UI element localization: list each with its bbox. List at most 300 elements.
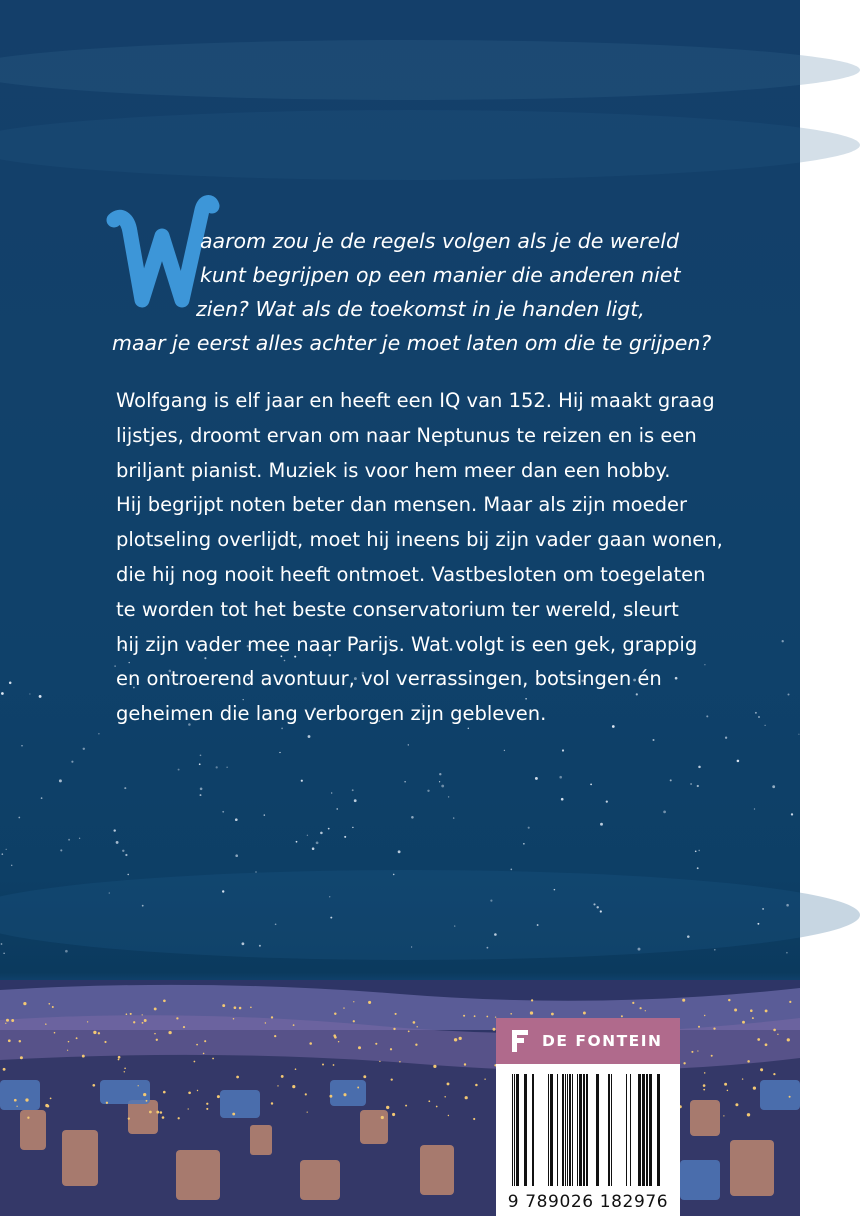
city-light (395, 1013, 397, 1015)
city-light (752, 1017, 754, 1019)
isbn-barcode (496, 1064, 680, 1216)
city-light (322, 1064, 324, 1066)
star (68, 839, 70, 841)
star (59, 779, 62, 782)
star (200, 788, 203, 791)
city-light (510, 1013, 512, 1015)
city-light (703, 1089, 705, 1091)
city-light (154, 1033, 156, 1035)
synopsis-line: hij zijn vader mee naar Parijs. Wat volgt is een gek, grappig (116, 632, 698, 656)
city-light (691, 1051, 693, 1053)
city-light (8, 1039, 11, 1042)
city-light (45, 1023, 47, 1025)
star (559, 776, 562, 779)
city-light (265, 1022, 266, 1023)
city-light (357, 1087, 359, 1089)
city-light (632, 1002, 634, 1004)
city-light (338, 1041, 339, 1042)
star (786, 904, 789, 907)
city-light (390, 1048, 392, 1050)
star (687, 935, 690, 938)
city-light (93, 1031, 96, 1034)
city-light (704, 1015, 705, 1016)
city-light (27, 1117, 29, 1119)
star (798, 734, 799, 735)
city-light (142, 1014, 143, 1015)
city-light (583, 1012, 586, 1015)
city-light (703, 1084, 706, 1087)
city-light (14, 1099, 17, 1102)
city-light (475, 1084, 478, 1087)
star (670, 779, 672, 781)
publisher-badge (496, 1018, 680, 1064)
city-light (274, 1035, 276, 1037)
city-light (144, 1019, 147, 1022)
star (344, 836, 346, 838)
city-light (444, 1096, 446, 1098)
barcode-bar (569, 1074, 571, 1186)
city-light (16, 1106, 17, 1107)
city-light (293, 1024, 295, 1026)
city-light (391, 1078, 393, 1080)
star (762, 908, 764, 910)
city-light (206, 1103, 208, 1105)
city-light (765, 1009, 768, 1012)
star (535, 777, 538, 780)
city-light (234, 1006, 237, 1009)
city-light (416, 1026, 417, 1027)
city-light (48, 1003, 50, 1005)
city-light (163, 1091, 166, 1094)
city-light (154, 1007, 157, 1010)
star (487, 947, 489, 949)
barcode-bar (562, 1074, 564, 1186)
barcode-bar (512, 1074, 513, 1186)
barcode-bar (608, 1074, 610, 1186)
star (312, 847, 315, 850)
city-light (118, 1059, 120, 1061)
synopsis (116, 384, 723, 732)
star (453, 817, 454, 818)
city-light (106, 1102, 108, 1104)
city-light (448, 1115, 449, 1116)
city-light (408, 1031, 410, 1033)
star (296, 841, 298, 843)
city-light (757, 1038, 760, 1041)
star (109, 892, 111, 894)
city-light (194, 1061, 196, 1063)
star (9, 682, 12, 685)
city-light (67, 1050, 68, 1051)
city-light (87, 1021, 88, 1022)
star (411, 816, 414, 819)
star (328, 828, 330, 830)
city-light (156, 1039, 158, 1041)
star (39, 695, 42, 698)
city-light (309, 1042, 312, 1045)
city-light (138, 1085, 139, 1086)
city-light (295, 1068, 297, 1070)
star (411, 946, 412, 947)
city-light (11, 1019, 14, 1022)
barcode-bar (646, 1074, 648, 1186)
city-light (6, 1019, 9, 1022)
star (336, 808, 337, 809)
city-light (789, 1001, 791, 1003)
star (697, 785, 699, 787)
city-light (621, 1015, 623, 1017)
city-light (413, 1021, 416, 1024)
city-light (183, 1026, 185, 1028)
star (695, 850, 697, 852)
city-light (727, 1090, 729, 1092)
city-light (436, 1106, 438, 1108)
star (427, 790, 429, 792)
city-light (728, 999, 730, 1001)
city-light (463, 1015, 465, 1017)
star (122, 850, 124, 852)
star (439, 781, 440, 782)
star (142, 905, 144, 907)
star (83, 748, 85, 750)
star (1, 692, 4, 695)
city-light (292, 1085, 295, 1088)
city-light (381, 1116, 384, 1119)
star (98, 733, 99, 734)
star (307, 835, 308, 836)
city-light (735, 1103, 738, 1106)
city-light (353, 1001, 354, 1002)
star (782, 640, 784, 642)
city-light (531, 999, 533, 1001)
city-light (682, 999, 685, 1002)
city-light (724, 1083, 727, 1086)
star (593, 903, 595, 905)
city-light (3, 1068, 6, 1071)
star (124, 787, 126, 789)
star (11, 865, 12, 866)
star (596, 906, 598, 908)
city-light (197, 1090, 198, 1091)
star (6, 849, 7, 850)
city-light (239, 1007, 242, 1010)
star (275, 923, 277, 925)
city-light (405, 1105, 407, 1107)
city-light (704, 1072, 706, 1074)
city-light (188, 1108, 189, 1109)
star (448, 796, 449, 797)
city-light (742, 1021, 745, 1024)
fontein-f-logo-icon (510, 1028, 530, 1054)
star (79, 838, 80, 839)
star (301, 780, 303, 782)
star (788, 694, 790, 696)
star (320, 832, 323, 835)
star (439, 773, 441, 775)
dropcap-text: W (6, 92, 7, 93)
city-light (52, 1006, 54, 1008)
city-light (25, 1098, 28, 1101)
star (21, 745, 22, 746)
city-light (178, 1117, 180, 1119)
city-light (723, 1115, 724, 1116)
star (354, 799, 357, 802)
city-skyline-illustration (0, 960, 800, 1216)
city-light (124, 1071, 125, 1072)
tagline-line: kunt begrijpen op een manier die anderen niet (200, 263, 681, 287)
star (1, 943, 3, 945)
barcode-bar (516, 1074, 519, 1186)
star (504, 750, 505, 751)
barcode-bar (577, 1074, 578, 1186)
barcode-bar (642, 1074, 645, 1186)
city-light (428, 1100, 430, 1102)
star (393, 874, 395, 876)
city-light (329, 1095, 332, 1098)
city-light (474, 1015, 476, 1017)
city-light (98, 1032, 100, 1034)
city-light (787, 1038, 790, 1041)
star (222, 890, 224, 892)
city-light (50, 1098, 52, 1100)
star (264, 814, 265, 815)
city-light (222, 1004, 225, 1007)
city-light (742, 1078, 743, 1079)
city-light (645, 1010, 646, 1011)
city-light (379, 1061, 380, 1062)
city-light (142, 1022, 144, 1024)
city-light (196, 1044, 198, 1046)
city-light (698, 1026, 700, 1028)
star (600, 910, 602, 912)
star (562, 749, 564, 751)
city-light (176, 1017, 178, 1019)
star (398, 850, 401, 853)
star (235, 818, 238, 821)
star (490, 900, 492, 902)
star (227, 767, 228, 768)
synopsis-line: en ontroerend avontuur, vol verrassingen, botsingen én (116, 667, 662, 691)
city-light (530, 1011, 533, 1014)
city-light (454, 1038, 457, 1041)
city-light (277, 1085, 278, 1086)
city-light (143, 1093, 146, 1096)
city-light (45, 1104, 48, 1107)
star (242, 942, 245, 945)
city-light (734, 1009, 737, 1012)
city-light (415, 1044, 417, 1046)
publisher-name: DE FONTEIN (542, 1032, 663, 1050)
star (638, 948, 641, 951)
star (259, 945, 261, 947)
barcode-bar (532, 1074, 534, 1186)
barcode-bar (572, 1074, 573, 1186)
city-light (76, 1037, 78, 1039)
star (199, 763, 201, 765)
star (772, 785, 775, 788)
star (606, 800, 608, 802)
barcode-bar (565, 1074, 566, 1186)
city-light (333, 1064, 335, 1066)
city-light (156, 1111, 159, 1114)
barcode-bar (548, 1074, 549, 1186)
city-light (392, 1113, 395, 1116)
star (18, 817, 20, 819)
city-light (104, 1041, 106, 1043)
star (786, 952, 788, 954)
city-light (126, 1013, 128, 1015)
city-light (160, 1111, 163, 1114)
star (494, 933, 497, 936)
star (454, 925, 455, 926)
barcode-bar (514, 1074, 515, 1186)
barcode-bars (510, 1074, 666, 1186)
barcode-bar (649, 1074, 652, 1186)
city-light (92, 1084, 95, 1087)
star (125, 854, 127, 856)
city-light (82, 1055, 85, 1058)
city-light (789, 1096, 791, 1098)
synopsis-line: plotseling overlijdt, moet hij ineens bij zijn vader gaan wonen, (116, 528, 723, 552)
isbn-number: 9 789026 182976 (507, 1192, 669, 1212)
city-light (465, 1096, 468, 1099)
city-light (747, 1060, 750, 1063)
city-light (281, 1075, 284, 1078)
city-light (551, 1013, 554, 1016)
star (352, 827, 353, 828)
city-light (271, 1102, 273, 1104)
city-light (447, 1082, 450, 1085)
city-light (473, 1118, 475, 1120)
city-light (334, 1013, 336, 1015)
star (127, 874, 128, 875)
star (329, 896, 330, 897)
city-light (375, 1043, 377, 1045)
city-light (236, 1076, 239, 1079)
city-light (459, 1037, 462, 1040)
star (29, 693, 30, 694)
star (60, 849, 62, 851)
city-light (683, 1062, 685, 1064)
star (725, 737, 727, 739)
star (590, 784, 592, 786)
star (235, 854, 238, 857)
city-light (368, 1001, 371, 1004)
star (754, 808, 755, 809)
barcode-bar (657, 1074, 660, 1186)
city-light (124, 1068, 126, 1070)
barcode-bar (638, 1074, 641, 1186)
star (698, 850, 700, 852)
city-light (68, 1041, 70, 1043)
synopsis-line: Hij begrijpt noten beter dan mensen. Maar als zijn moeder (116, 493, 688, 517)
barcode-bar (557, 1074, 558, 1186)
city-light (433, 1065, 436, 1068)
city-light (19, 1040, 21, 1042)
synopsis-line: briljant pianist. Muziek is voor hem meer dan een hobby. (116, 458, 671, 482)
star (528, 827, 530, 829)
tagline-line: maar je eerst alles achter je moet laten om die te grijpen? (112, 331, 712, 355)
city-light (217, 1095, 220, 1098)
city-light (358, 1046, 361, 1049)
city-light (204, 1040, 206, 1042)
city-light (188, 1091, 191, 1094)
city-light (386, 1106, 389, 1109)
star (330, 917, 332, 919)
city-light (750, 1009, 753, 1012)
star (352, 789, 354, 791)
star (116, 841, 119, 844)
city-light (305, 1093, 307, 1095)
city-light (713, 1027, 715, 1029)
synopsis-line: Wolfgang is elf jaar en heeft een IQ van 152. Hij maakt graag (116, 389, 715, 412)
city-light (753, 1086, 756, 1089)
star (510, 869, 512, 871)
star (222, 811, 224, 813)
city-light (54, 1032, 56, 1034)
star (663, 811, 666, 814)
city-light (343, 1093, 346, 1096)
city-light (118, 1056, 121, 1059)
city-light (697, 1050, 698, 1051)
synopsis-line: lijstjes, droomt ervan om naar Neptunus te reizen en is een (116, 423, 697, 447)
star (690, 783, 692, 785)
star (554, 889, 556, 891)
star (65, 950, 68, 953)
star (791, 813, 793, 815)
star (697, 867, 699, 869)
tagline-line: aarom zou je de regels volgen als je de wereld (200, 229, 679, 253)
star (561, 798, 564, 801)
city-light (203, 1053, 205, 1055)
star (279, 752, 280, 753)
star (178, 769, 180, 771)
star (200, 754, 202, 756)
star (331, 792, 332, 793)
city-light (639, 1007, 641, 1009)
barcode-bar (579, 1074, 582, 1186)
star (758, 716, 760, 718)
synopsis-line: geheimen die lang verborgen zijn gebleven. (116, 702, 547, 726)
barcode-bar (567, 1074, 568, 1186)
city-light (168, 1031, 171, 1034)
city-light (334, 1036, 337, 1039)
star (714, 949, 716, 951)
star (652, 739, 654, 741)
star (404, 781, 405, 782)
city-light (353, 1020, 355, 1022)
star (764, 725, 765, 726)
city-light (363, 1075, 366, 1078)
city-light (760, 1068, 763, 1071)
star (255, 871, 256, 872)
city-light (747, 1113, 750, 1116)
city-light (128, 1117, 130, 1119)
barcode-bar (596, 1074, 599, 1186)
city-light (23, 1002, 26, 1005)
star (757, 923, 759, 925)
barcode-bar (626, 1074, 627, 1186)
city-light (250, 1006, 252, 1008)
city-light (149, 1111, 152, 1114)
city-light (464, 1063, 466, 1065)
city-light (484, 1078, 485, 1079)
city-light (773, 1073, 775, 1075)
star (41, 797, 43, 799)
city-light (773, 1029, 776, 1032)
star (523, 843, 525, 845)
city-light (399, 1061, 401, 1063)
